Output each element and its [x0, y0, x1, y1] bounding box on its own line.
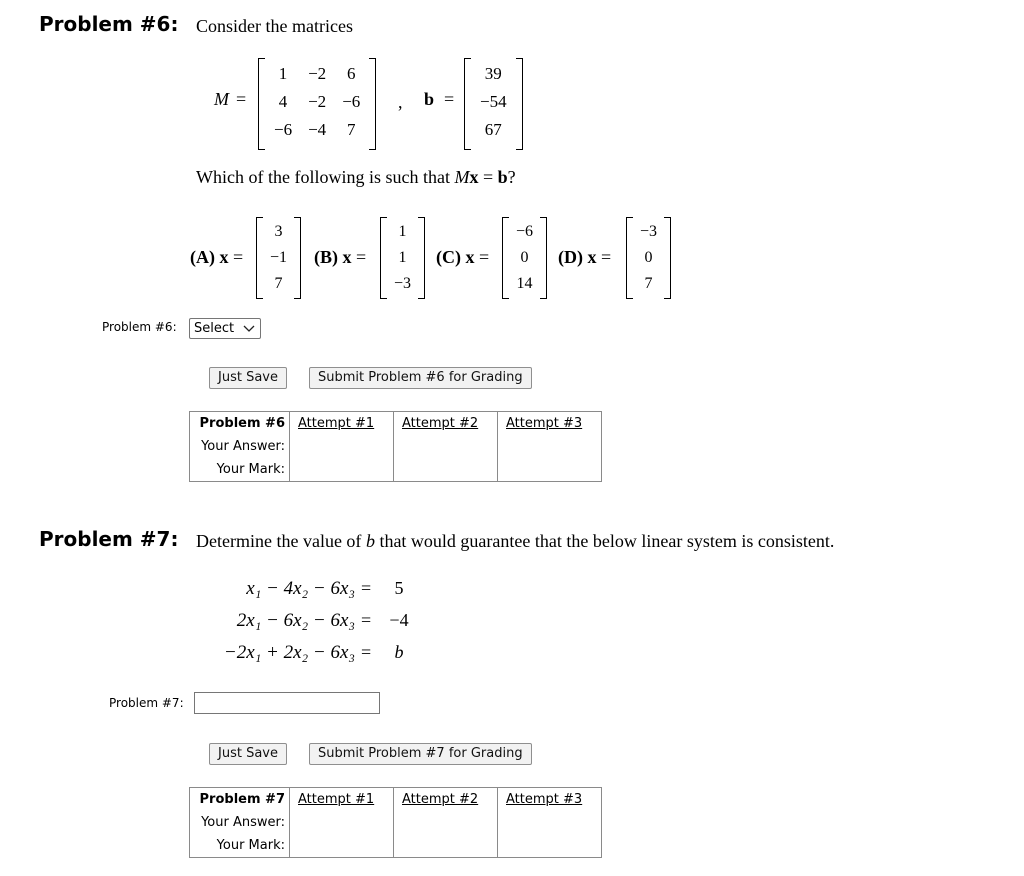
- intro-variable: b: [365, 531, 375, 551]
- problem-6-question: [196, 167, 516, 188]
- problem-7-intro: [196, 531, 834, 552]
- option-letter: (D): [558, 247, 583, 267]
- vector-cell: 0: [520, 249, 529, 266]
- question-text: Which of the following is such that: [196, 167, 450, 187]
- vector-cell: 7: [644, 275, 653, 292]
- equation-3-lhs: −2x₁ + 2x₂ − 6x₃: [223, 642, 355, 663]
- equals-sign: =: [482, 167, 494, 187]
- attempt-1-link[interactable]: Attempt #1: [298, 416, 375, 431]
- attempt-2-link[interactable]: Attempt #2: [402, 416, 479, 431]
- attempts-header: Problem #7: [199, 792, 285, 807]
- vector-x-symbol: x: [587, 247, 597, 267]
- equals-sign: =: [236, 89, 247, 109]
- question-b: b: [497, 167, 508, 187]
- attempts-table: [189, 787, 602, 858]
- equation-2-lhs: 2x₁ − 6x₂ − 6x₃: [236, 610, 355, 631]
- attempt-column: [394, 788, 498, 858]
- vector-cell: 67: [484, 120, 502, 139]
- matrix-cell: 1: [278, 64, 288, 83]
- just-save-button[interactable]: Just Save: [209, 743, 287, 765]
- your-answer-label: Your Answer:: [201, 815, 285, 830]
- intro-text: Determine the value of: [196, 531, 362, 551]
- matrix-cell: 6: [346, 64, 356, 83]
- attempts-row-labels: [190, 788, 290, 858]
- option-letter: (C): [436, 247, 461, 267]
- equation-1-rhs: 5: [394, 578, 404, 598]
- vector-cell: −6: [516, 223, 534, 240]
- matrix-m-label: M: [214, 89, 229, 109]
- question-m: M: [454, 167, 470, 187]
- vector-cell: 14: [516, 275, 533, 292]
- vector-cell: 39: [484, 64, 502, 83]
- vector-cell: −3: [394, 275, 412, 292]
- vector-cell: −1: [270, 249, 288, 266]
- vector-b-label: b: [424, 89, 435, 109]
- answer-select[interactable]: [189, 318, 261, 339]
- problem-6-intro: Consider the matrices: [196, 16, 353, 36]
- attempt-1-link[interactable]: Attempt #1: [298, 792, 375, 807]
- option-c-vector: [502, 217, 547, 299]
- chevron-down-icon: [243, 319, 255, 344]
- vector-x-symbol: x: [219, 247, 229, 267]
- matrix-cell: 4: [278, 92, 288, 111]
- vector-cell: 3: [274, 223, 283, 240]
- question-end: ?: [507, 167, 516, 187]
- attempt-column: [498, 412, 602, 482]
- option-a-label: (A) x =: [190, 247, 244, 267]
- equation-2-rhs: −4: [389, 610, 409, 630]
- option-d-vector: [626, 217, 671, 299]
- attempts-table: [189, 411, 602, 482]
- intro-text: that would guarantee that the below linear system is consistent.: [379, 531, 835, 551]
- attempt-3-link[interactable]: Attempt #3: [506, 416, 583, 431]
- your-answer-label: Your Answer:: [201, 439, 285, 454]
- equals-sign: =: [444, 89, 455, 109]
- equals-sign: =: [361, 610, 372, 630]
- comma: ,: [398, 92, 403, 112]
- vector-cell: 1: [398, 223, 407, 240]
- submit-grading-button[interactable]: Submit Problem #6 for Grading: [309, 367, 532, 389]
- attempt-column: [394, 412, 498, 482]
- question-x: x: [469, 167, 479, 187]
- equation-3-rhs: b: [394, 642, 404, 662]
- option-b-vector: [380, 217, 425, 299]
- vector-cell: −3: [640, 223, 658, 240]
- attempt-column: [498, 788, 602, 858]
- vector-cell: 7: [274, 275, 283, 292]
- matrix-cell: −2: [308, 64, 327, 83]
- option-a-vector: [256, 217, 301, 299]
- answer-input[interactable]: [194, 692, 380, 714]
- option-d-label: (D) x =: [558, 247, 612, 267]
- matrix-cell: −6: [274, 120, 293, 139]
- attempt-column: [290, 412, 394, 482]
- your-mark-label: Your Mark:: [216, 838, 285, 853]
- option-c-label: (C) x =: [436, 247, 490, 267]
- attempts-header: Problem #6: [199, 416, 285, 431]
- matrix-cell: −2: [308, 92, 327, 111]
- problem-7-heading: Problem #7:: [39, 527, 179, 551]
- problem-6-heading: Problem #6:: [39, 12, 179, 36]
- option-b-label: (B) x =: [314, 247, 367, 267]
- vector-b: [464, 58, 523, 150]
- matrix-cell: 7: [346, 120, 356, 139]
- matrix-cell: −4: [308, 120, 327, 139]
- option-letter: (B): [314, 247, 338, 267]
- attempt-column: [290, 788, 394, 858]
- problem-6-answer-label: Problem #6:: [102, 320, 177, 334]
- equals-sign: =: [361, 578, 372, 598]
- attempt-3-link[interactable]: Attempt #3: [506, 792, 583, 807]
- just-save-button[interactable]: Just Save: [209, 367, 287, 389]
- attempt-2-link[interactable]: Attempt #2: [402, 792, 479, 807]
- matrix-m: [258, 58, 376, 150]
- select-value: Select: [194, 321, 235, 336]
- matrix-cell: −6: [342, 92, 361, 111]
- option-letter: (A): [190, 247, 215, 267]
- vector-cell: 0: [644, 249, 653, 266]
- equals-sign: =: [361, 642, 372, 662]
- attempts-row-labels: [190, 412, 290, 482]
- vector-x-symbol: x: [342, 247, 352, 267]
- vector-cell: 1: [398, 249, 407, 266]
- submit-grading-button[interactable]: Submit Problem #7 for Grading: [309, 743, 532, 765]
- vector-cell: −54: [480, 92, 507, 111]
- problem-7-answer-label: Problem #7:: [109, 696, 184, 710]
- vector-x-symbol: x: [465, 247, 475, 267]
- your-mark-label: Your Mark:: [216, 462, 285, 477]
- equation-1-lhs: x₁ − 4x₂ − 6x₃: [246, 578, 355, 599]
